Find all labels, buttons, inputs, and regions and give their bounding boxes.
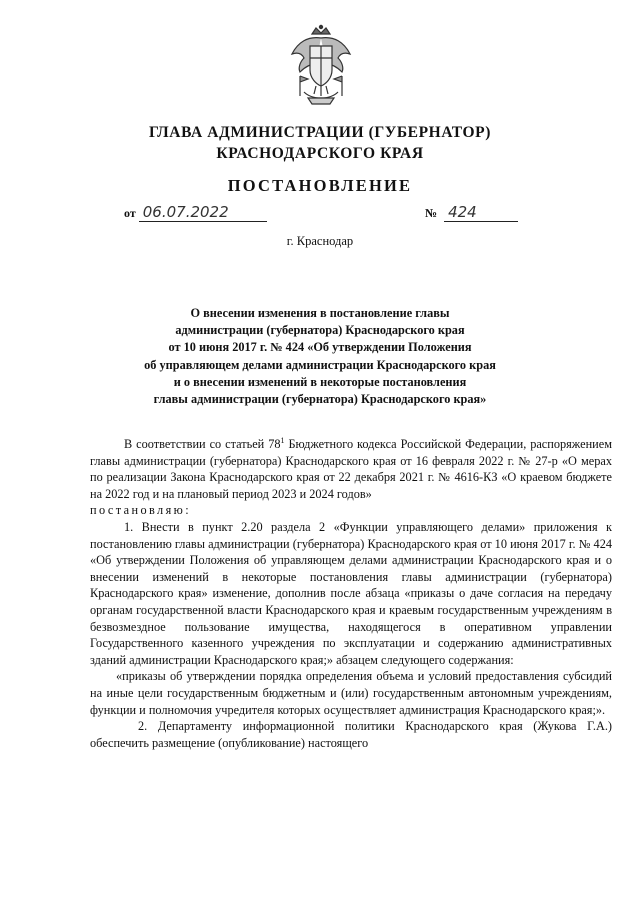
- authority-line-2: КРАСНОДАРСКОГО КРАЯ: [216, 145, 424, 162]
- coat-of-arms-icon: [286, 24, 356, 108]
- document-date: [124, 204, 267, 222]
- item-2-paragraph: 2. Департаменту информационной политики Краснодарского края (Жукова Г.А.) обеспечить размещение (опубликование) настоящего: [90, 719, 612, 750]
- number-value-handwritten: 424: [444, 204, 518, 222]
- article-superscript: 1: [280, 436, 285, 445]
- resolve-word: постановляю:: [90, 503, 192, 518]
- authority-line-1: ГЛАВА АДМИНИСТРАЦИИ (ГУБЕРНАТОР): [149, 124, 491, 141]
- document-subject: [118, 305, 522, 408]
- item-1-paragraph: 1. Внести в пункт 2.20 раздела 2 «Функции управляющего делами» приложения к постановлению главы администрации (губернатора) Краснодарского края от 10 июня 2017 г. № 424 «Об утверждении Положения об управляющем делами администрации Краснодарского края и о внесении изменений в некоторые постановления главы администрации (губернатора) Краснодарского края» изменение, дополнив после абзаца «приказы о даче согласия на передачу органам государственной власти Краснодарского края и краевым государственным учреждениям в безвозмездное пользование имущества, находящегося в оперативном управлении Государственного казенного учреждения по эксплуатации и содержанию административных зданий администрации Краснодарского края;» абзацем следующего содержания:: [90, 520, 612, 667]
- document-body: [90, 433, 612, 751]
- subject-line: администрации (губернатора) Краснодарского края: [175, 323, 465, 338]
- quoted-paragraph: «приказы об утверждении порядка определения объема и условий предоставления субсидий на иные цели государственным бюджетным и (или) государственным автономным учреждениям, функции и полномочия учредителя которых осуществляет администрация Краснодарского края;».: [90, 669, 612, 717]
- date-value-handwritten: 06.07.2022: [139, 204, 267, 222]
- number-prefix: №: [425, 206, 438, 220]
- subject-line: от 10 июня 2017 г. № 424 «Об утверждении Положения: [168, 340, 472, 355]
- subject-line: О внесении изменения в постановление главы: [190, 306, 450, 320]
- intro-text-end: Бюджетного кодекса Российской Федерации, распоряжением главы администрации (губернатора) Краснодарского края от 16 февраля 2022 г. № 27-р «О мерах по реализации Закона Краснодарского края от 22 декабря 2021 г. № 4616-КЗ «О краевом бюджете на 2022 год и на плановый период 2023 и 2024 годов»: [90, 437, 612, 501]
- subject-line: об управляющем делами администрации Краснодарского края: [144, 357, 496, 372]
- city-name: г. Краснодар: [286, 234, 354, 248]
- subject-line: и о внесении изменений в некоторые постановления: [173, 374, 467, 389]
- document-type-title: ПОСТАНОВЛЕНИЕ: [227, 176, 413, 195]
- intro-paragraph: [90, 433, 612, 502]
- subject-line: главы администрации (губернатора) Краснодарского края»: [153, 392, 487, 407]
- document-number: [425, 204, 518, 222]
- intro-text-start: В соответствии со статьей 78: [124, 437, 281, 452]
- date-prefix: от: [124, 206, 136, 220]
